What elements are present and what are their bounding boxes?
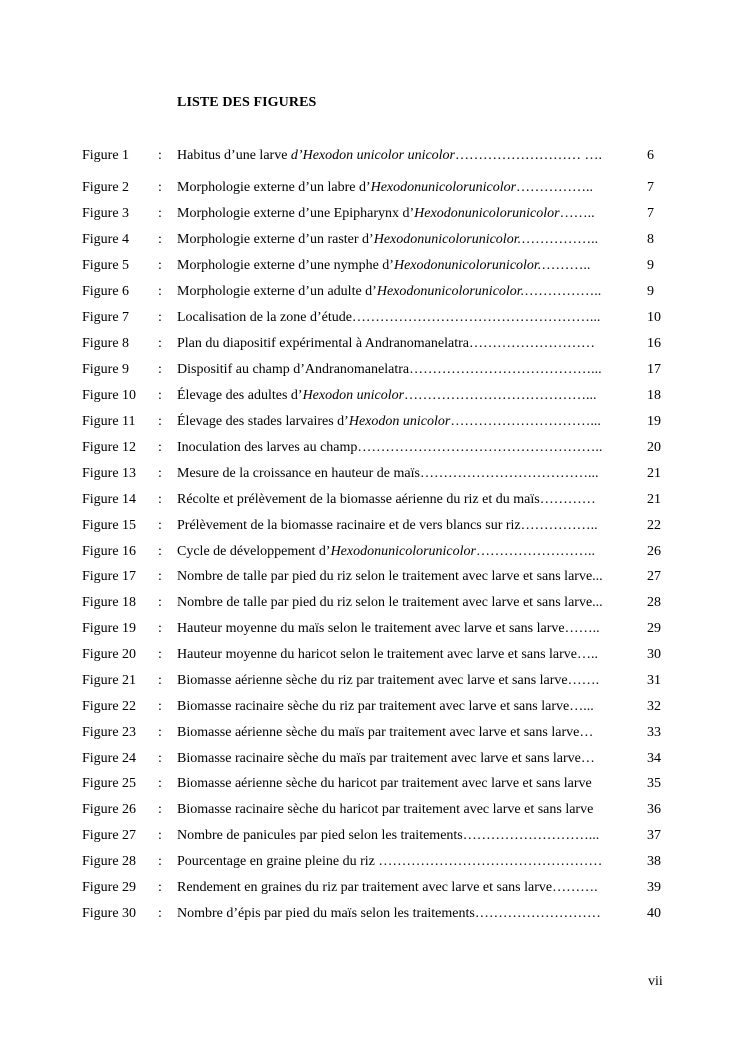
separator-colon: : [158, 466, 162, 481]
figure-entry [0, 723, 744, 743]
separator-colon: : [158, 854, 162, 869]
species-name: Hexodonunicolorunicolor. [373, 232, 522, 247]
separator-colon: : [158, 206, 162, 221]
figure-description [177, 697, 632, 717]
figure-description [177, 464, 632, 484]
figure-page-number: 27 [647, 569, 661, 584]
figure-entry [0, 749, 744, 769]
figure-entry [0, 412, 744, 432]
figure-label: Figure 26 [82, 802, 137, 817]
figure-description [177, 826, 632, 846]
figure-page-number: 40 [647, 906, 661, 921]
description-text: Dispositif au champ d’Andranomanelatra…………………………………... [177, 362, 602, 377]
separator-colon: : [158, 699, 162, 714]
separator-colon: : [158, 776, 162, 791]
figure-label: Figure 8 [82, 336, 130, 351]
separator-colon: : [158, 258, 162, 273]
figure-page-number: 18 [647, 388, 661, 403]
figure-entry [0, 230, 744, 250]
figure-description [177, 360, 632, 380]
description-text: Morphologie externe d’un adulte d’ [177, 284, 377, 299]
figure-entry [0, 438, 744, 458]
figure-label: Figure 19 [82, 621, 137, 636]
figure-description [177, 671, 632, 691]
description-text: Inoculation des larves au champ…………………………………………….. [177, 440, 603, 455]
description-text: Morphologie externe d’un labre d’ [177, 180, 371, 195]
description-text: Pourcentage en graine pleine du riz ………………………………………… [177, 854, 603, 869]
figure-description [177, 749, 632, 769]
description-text: Morphologie externe d’une nymphe d’ [177, 258, 394, 273]
figure-description [177, 852, 632, 872]
figure-entry [0, 178, 744, 198]
figure-page-number: 8 [647, 232, 654, 247]
separator-colon: : [158, 440, 162, 455]
figure-entry [0, 619, 744, 639]
separator-colon: : [158, 284, 162, 299]
leader-dots: …………………………... [450, 414, 601, 429]
figure-description [177, 308, 632, 328]
species-name: Hexodonunicolorunicolor [370, 180, 517, 195]
page-title: LISTE DES FIGURES [177, 95, 317, 110]
description-text: Récolte et prélèvement de la biomasse aérienne du riz et du maïs………… [177, 492, 596, 507]
figure-entry [0, 645, 744, 665]
description-text: Nombre de talle par pied du riz selon le traitement avec larve et sans larve... [177, 595, 603, 610]
figure-description [177, 567, 632, 587]
figure-page-number: 28 [647, 595, 661, 610]
description-text: Nombre d’épis par pied du maïs selon les traitements……………………… [177, 906, 601, 921]
leader-dots: ……….. [541, 258, 591, 273]
figure-page-number: 9 [647, 284, 654, 299]
figure-description [177, 412, 632, 432]
separator-colon: : [158, 492, 162, 507]
separator-colon: : [158, 621, 162, 636]
figure-description [177, 334, 632, 354]
description-text: Biomasse racinaire sèche du maïs par traitement avec larve et sans larve… [177, 751, 595, 766]
figure-description [177, 619, 632, 639]
figure-description [177, 386, 632, 406]
figure-label: Figure 16 [82, 544, 137, 559]
figure-entry [0, 697, 744, 717]
figure-label: Figure 25 [82, 776, 137, 791]
separator-colon: : [158, 595, 162, 610]
figure-description [177, 178, 632, 198]
separator-colon: : [158, 725, 162, 740]
figure-label: Figure 7 [82, 310, 130, 325]
figure-page-number: 22 [647, 518, 661, 533]
separator-colon: : [158, 336, 162, 351]
figure-label: Figure 13 [82, 466, 137, 481]
separator-colon: : [158, 310, 162, 325]
figure-page-number: 6 [647, 148, 654, 163]
figure-page-number: 19 [647, 414, 661, 429]
description-text: Nombre de talle par pied du riz selon le traitement avec larve et sans larve... [177, 569, 603, 584]
description-text: Plan du diapositif expérimental à Andranomanelatra……………………… [177, 336, 595, 351]
figure-label: Figure 24 [82, 751, 137, 766]
description-text: Biomasse aérienne sèche du haricot par traitement avec larve et sans larve [177, 776, 592, 791]
figure-entry [0, 308, 744, 328]
separator-colon: : [158, 647, 162, 662]
species-name: d’Hexodon unicolor unicolor [290, 148, 456, 163]
figure-entry [0, 593, 744, 613]
figure-label: Figure 4 [82, 232, 130, 247]
figure-description [177, 516, 632, 536]
description-text: Biomasse aérienne sèche du riz par traitement avec larve et sans larve……. [177, 673, 600, 688]
separator-colon: : [158, 673, 162, 688]
figure-description [177, 490, 632, 510]
separator-colon: : [158, 362, 162, 377]
figure-page-number: 38 [647, 854, 661, 869]
figure-label: Figure 30 [82, 906, 137, 921]
figure-page-number: 21 [647, 492, 661, 507]
figure-page-number: 16 [647, 336, 661, 351]
description-text: Biomasse aérienne sèche du maïs par traitement avec larve et sans larve… [177, 725, 594, 740]
species-name: Hexodonunicolorunicolor. [393, 258, 542, 273]
leader-dots: …………….. [516, 180, 594, 195]
figure-label: Figure 9 [82, 362, 130, 377]
figure-entry [0, 386, 744, 406]
figure-page-number: 7 [647, 180, 654, 195]
separator-colon: : [158, 802, 162, 817]
leader-dots: …………………………………... [404, 388, 597, 403]
figure-label: Figure 23 [82, 725, 137, 740]
leader-dots: ……………………… …. [455, 148, 603, 163]
separator-colon: : [158, 880, 162, 895]
figure-description [177, 645, 632, 665]
figure-label: Figure 1 [82, 148, 130, 163]
separator-colon: : [158, 180, 162, 195]
figure-entry [0, 490, 744, 510]
figure-entry [0, 146, 744, 166]
description-text: Mesure de la croissance en hauteur de maïs………………………………... [177, 466, 599, 481]
figure-entry [0, 878, 744, 898]
figure-page-number: 7 [647, 206, 654, 221]
figure-description [177, 438, 632, 458]
figure-label: Figure 11 [82, 414, 136, 429]
leader-dots: …………….. [521, 232, 599, 247]
description-text: Biomasse racinaire sèche du haricot par traitement avec larve et sans larve [177, 802, 594, 817]
figure-label: Figure 18 [82, 595, 137, 610]
figure-description [177, 282, 632, 302]
separator-colon: : [158, 148, 162, 163]
separator-colon: : [158, 569, 162, 584]
description-text: Nombre de panicules par pied selon les traitements………………………... [177, 828, 600, 843]
figure-page-number: 36 [647, 802, 661, 817]
figure-description [177, 204, 632, 224]
figure-label: Figure 2 [82, 180, 130, 195]
figure-entry [0, 334, 744, 354]
figure-page-number: 26 [647, 544, 661, 559]
figure-page-number: 17 [647, 362, 661, 377]
figure-label: Figure 3 [82, 206, 130, 221]
figure-label: Figure 5 [82, 258, 130, 273]
figure-page-number: 31 [647, 673, 661, 688]
figure-entry [0, 516, 744, 536]
separator-colon: : [158, 232, 162, 247]
figure-page-number: 39 [647, 880, 661, 895]
description-text: Hauteur moyenne du haricot selon le traitement avec larve et sans larve….. [177, 647, 598, 662]
figure-page-number: 33 [647, 725, 661, 740]
figure-description [177, 878, 632, 898]
figure-page-number: 29 [647, 621, 661, 636]
figure-entry [0, 282, 744, 302]
separator-colon: : [158, 906, 162, 921]
separator-colon: : [158, 751, 162, 766]
species-name: Hexodon unicolor [302, 388, 405, 403]
separator-colon: : [158, 388, 162, 403]
figure-entry [0, 904, 744, 924]
figure-entry [0, 256, 744, 276]
description-text: Cycle de développement d’ [177, 544, 331, 559]
figure-label: Figure 6 [82, 284, 130, 299]
figure-label: Figure 14 [82, 492, 137, 507]
page-number: vii [648, 974, 663, 989]
separator-colon: : [158, 828, 162, 843]
figure-entry [0, 826, 744, 846]
figure-page-number: 32 [647, 699, 661, 714]
figure-label: Figure 21 [82, 673, 137, 688]
figure-entry [0, 800, 744, 820]
figure-page-number: 34 [647, 751, 661, 766]
figure-description [177, 593, 632, 613]
description-text: Élevage des stades larvaires d’ [177, 414, 349, 429]
figure-page-number: 37 [647, 828, 661, 843]
figure-page-number: 10 [647, 310, 661, 325]
separator-colon: : [158, 518, 162, 533]
figure-label: Figure 10 [82, 388, 137, 403]
figure-label: Figure 29 [82, 880, 137, 895]
separator-colon: : [158, 544, 162, 559]
description-text: Élevage des adultes d’ [177, 388, 303, 403]
figure-description [177, 256, 632, 276]
figure-entry [0, 542, 744, 562]
figure-entry [0, 204, 744, 224]
description-text: Biomasse racinaire sèche du riz par traitement avec larve et sans larve…... [177, 699, 594, 714]
figure-description [177, 774, 632, 794]
figure-page-number: 20 [647, 440, 661, 455]
description-text: Rendement en graines du riz par traitement avec larve et sans larve………. [177, 880, 598, 895]
figure-label: Figure 28 [82, 854, 137, 869]
figure-label: Figure 15 [82, 518, 137, 533]
figure-label: Figure 17 [82, 569, 137, 584]
figure-page-number: 9 [647, 258, 654, 273]
description-text: Localisation de la zone d’étude……………………………………………... [177, 310, 601, 325]
figure-label: Figure 12 [82, 440, 137, 455]
figure-description [177, 904, 632, 924]
leader-dots: …….. [559, 206, 595, 221]
leader-dots: …………….. [524, 284, 602, 299]
description-text: Prélèvement de la biomasse racinaire et de vers blancs sur riz…………….. [177, 518, 598, 533]
description-text: Morphologie externe d’une Epipharynx d’ [177, 206, 415, 221]
species-name: Hexodonunicolorunicolor. [376, 284, 525, 299]
description-text: Habitus d’une larve [177, 148, 291, 163]
species-name: Hexodon unicolor [348, 414, 451, 429]
figure-label: Figure 27 [82, 828, 137, 843]
figure-page-number: 30 [647, 647, 661, 662]
figure-entry [0, 567, 744, 587]
figure-entry [0, 852, 744, 872]
figure-description [177, 723, 632, 743]
figure-label: Figure 20 [82, 647, 137, 662]
figure-page-number: 35 [647, 776, 661, 791]
figure-entry [0, 774, 744, 794]
figure-entry [0, 464, 744, 484]
description-text: Hauteur moyenne du maïs selon le traitement avec larve et sans larve…….. [177, 621, 600, 636]
figure-description [177, 800, 632, 820]
figure-page-number: 21 [647, 466, 661, 481]
species-name: Hexodonunicolorunicolor [330, 544, 476, 559]
figure-entry [0, 360, 744, 380]
species-name: Hexodonunicolorunicolor [414, 206, 560, 221]
leader-dots: …………………….. [475, 544, 595, 559]
figure-label: Figure 22 [82, 699, 137, 714]
figure-description [177, 542, 632, 562]
description-text: Morphologie externe d’un raster d’ [177, 232, 374, 247]
figure-entry [0, 671, 744, 691]
figure-description [177, 146, 632, 166]
separator-colon: : [158, 414, 162, 429]
figure-description [177, 230, 632, 250]
